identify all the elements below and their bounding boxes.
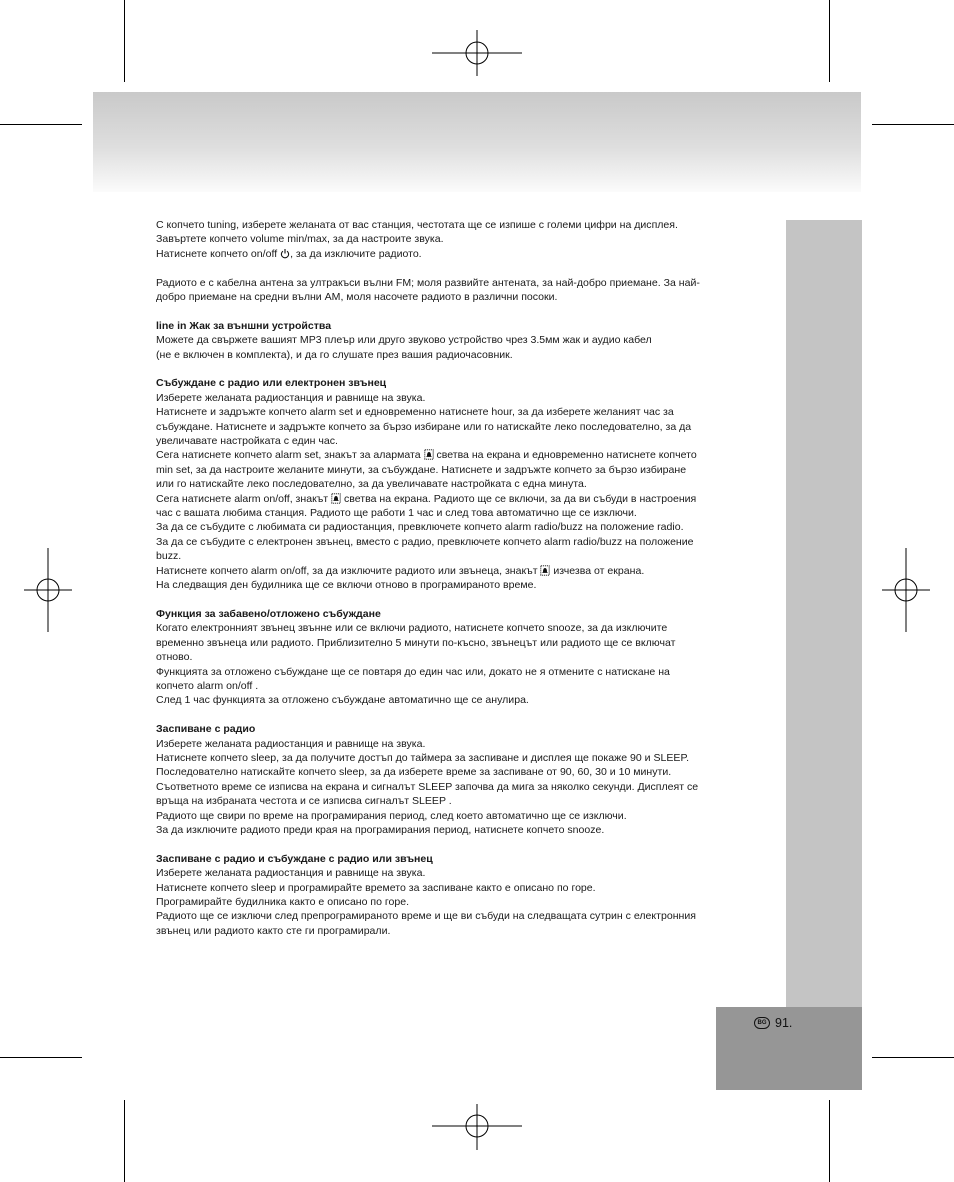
- paragraph-line: Можете да свържете вашият MP3 плеър или друго звуково устройство чрез 3.5мм жак и аудио кабел: [156, 334, 652, 347]
- crop-mark: [0, 124, 82, 125]
- language-badge: BG: [754, 1017, 770, 1029]
- paragraph-line: или го натискайте леко последователно, за да увеличавате настройката с една минута.: [156, 478, 587, 491]
- crop-mark: [124, 1100, 125, 1182]
- crop-mark: [124, 0, 125, 82]
- paragraph-line: връща на избраната честота и се изписва сигналът SLEEP .: [156, 795, 452, 808]
- body-text: [156, 218, 756, 938]
- inline-text: , за да изключите радиото.: [290, 247, 422, 260]
- paragraph-line: Радиото е с кабелна антена за ултракъси вълни FM; моля развийте антената, за най-добро приемане. За най-: [156, 276, 700, 289]
- crop-mark: [829, 0, 830, 82]
- paragraph-line: С копчето tuning, изберете желаната от вас станция, честотата ще се изпише с големи цифри на дисплея.: [156, 219, 678, 231]
- alarm-bell-icon: [331, 493, 341, 504]
- paragraph-line: звънец или радиото както сте ги програмирали.: [156, 924, 391, 937]
- registration-mark-left: [24, 548, 72, 632]
- paragraph-line: Натиснете копчето sleep и програмирайте времето за заспиване както е описано по горе.: [156, 881, 596, 894]
- paragraph-line: събуждане. Натиснете и задръжте копчето за бързо избиране или го натискайте леко последователно, за да: [156, 420, 692, 433]
- alarm-bell-icon: [424, 449, 434, 460]
- paragraph-line: Съответното време се изписва на екрана и сигналът SLEEP започва да мига за няколко секунди. Дисплеят се: [156, 780, 699, 793]
- crop-mark: [872, 124, 954, 125]
- paragraph-line: Последователно натискайте копчето sleep, за да изберете време за заспиване от 90, 60, 30 и 10 минути.: [156, 766, 672, 779]
- paragraph-line: Натиснете и задръжте копчето alarm set и едновременно натиснете hour, за да изберете желаният час за: [156, 406, 674, 419]
- inline-text: Сега натиснете копчето alarm set, знакът за алармата: [156, 449, 424, 462]
- paragraph-line: [156, 448, 756, 462]
- paragraph-line: Програмирайте будилника както е описано по горе.: [156, 896, 410, 908]
- paragraph-line: Когато електронният звънец звънне или се включи радиото, натиснете копчето snooze, за да изключите: [156, 622, 668, 635]
- paragraph-line: [156, 492, 756, 506]
- inline-text: Натиснете копчето on/off: [156, 247, 281, 260]
- section-heading: Събуждане с радио или електронен звънец: [156, 377, 387, 390]
- paragraph-line: buzz.: [156, 550, 182, 563]
- paragraph-line: копчето alarm on/off .: [156, 679, 259, 692]
- paragraph-line: временно звънеца или радиото. Приблизително 5 минути по-късно, звънецът или радиото ще се включат: [156, 636, 676, 649]
- paragraph-line: За да се събудите с електронен звънец, вместо с радио, превключете копчето alarm radio/buzz на положение: [156, 535, 694, 548]
- paragraph-line: добро приемане на средни вълни AM, моля насочете радиото в различни посоки.: [156, 291, 558, 304]
- alarm-bell-icon: [540, 565, 550, 576]
- paragraph-line: Радиото ще се изключи след препрограмираното време и ще ви събуди на следващата сутрин с електронния: [156, 910, 696, 923]
- paragraph-line: Завъртете копчето volume min/max, за да настроите звука.: [156, 233, 444, 246]
- inline-text: Натиснете копчето alarm on/off, за да изключите радиото или звънеца, знакът: [156, 564, 541, 577]
- side-tab: [786, 220, 862, 1007]
- registration-mark-top: [432, 30, 522, 80]
- paragraph-line: След 1 час функцията за отложено събуждане автоматично ще се анулира.: [156, 694, 529, 707]
- inline-text: светва на екрана. Радиото ще се включи, за да ви събуди в настроения: [341, 492, 697, 505]
- paragraph-line: [156, 247, 756, 261]
- paragraph-line: За да изключите радиото преди края на програмирания период, натиснете копчето snooze.: [156, 823, 605, 836]
- inline-text: изчезва от екрана.: [550, 564, 645, 577]
- section-heading: line in Жак за външни устройства: [156, 319, 332, 332]
- inline-text: светва на екрана и едновременно натиснете копчето: [433, 449, 697, 462]
- paragraph-line: увеличавате настройката с един час.: [156, 435, 338, 448]
- crop-mark: [829, 1100, 830, 1182]
- crop-mark: [0, 1057, 82, 1058]
- paragraph-line: min set, за да настроите желаните минути, за събуждане. Натиснете и задръжте копчето за бързо избиране: [156, 463, 687, 476]
- header-band: [93, 92, 861, 192]
- paragraph-line: Изберете желаната радиостанция и равнище на звука.: [156, 391, 426, 404]
- page-number-label: 91.: [775, 1016, 793, 1030]
- power-icon: [280, 248, 290, 259]
- paragraph-line: На следващия ден будилника ще се включи отново в програмираното време.: [156, 579, 537, 592]
- paragraph-line: За да се събудите с любимата си радиостанция, превключете копчето alarm radio/buzz на положение radio.: [156, 521, 684, 534]
- paragraph-line: Изберете желаната радиостанция и равнище на звука.: [156, 867, 426, 880]
- paragraph-line: час с вашата любима станция. Радиото ще работи 1 час и след това автоматично ще се изключи.: [156, 507, 637, 520]
- section-heading: Заспиване с радио: [156, 723, 256, 736]
- crop-mark: [872, 1057, 954, 1058]
- paragraph-line: [156, 564, 756, 578]
- paragraph-line: Натиснете копчето sleep, за да получите достъп до таймера за заспиване и дисплея ще покаже 90 и SLEEP.: [156, 751, 690, 764]
- section-heading: Заспиване с радио и събуждане с радио или звънец: [156, 852, 433, 865]
- registration-mark-right: [882, 548, 930, 632]
- page-number: [754, 1016, 792, 1030]
- inline-text: Сега натиснете alarm on/off, знакът: [156, 492, 332, 505]
- paragraph-line: отново.: [156, 651, 193, 664]
- paragraph-line: Функцията за отложено събуждане ще се повтаря до един час или, докато не я отмените с натискане на: [156, 665, 670, 678]
- paragraph-line: (не е включен в комплекта), и да го слушате през вашия радиочасовник.: [156, 348, 513, 361]
- registration-mark-bottom: [432, 1104, 522, 1150]
- paragraph-line: Радиото ще свири по време на програмирания период, след което автоматично ще се изключи.: [156, 809, 627, 822]
- paragraph-line: Изберете желаната радиостанция и равнище на звука.: [156, 737, 426, 750]
- section-heading: Функция за забавено/отложено събуждане: [156, 607, 381, 620]
